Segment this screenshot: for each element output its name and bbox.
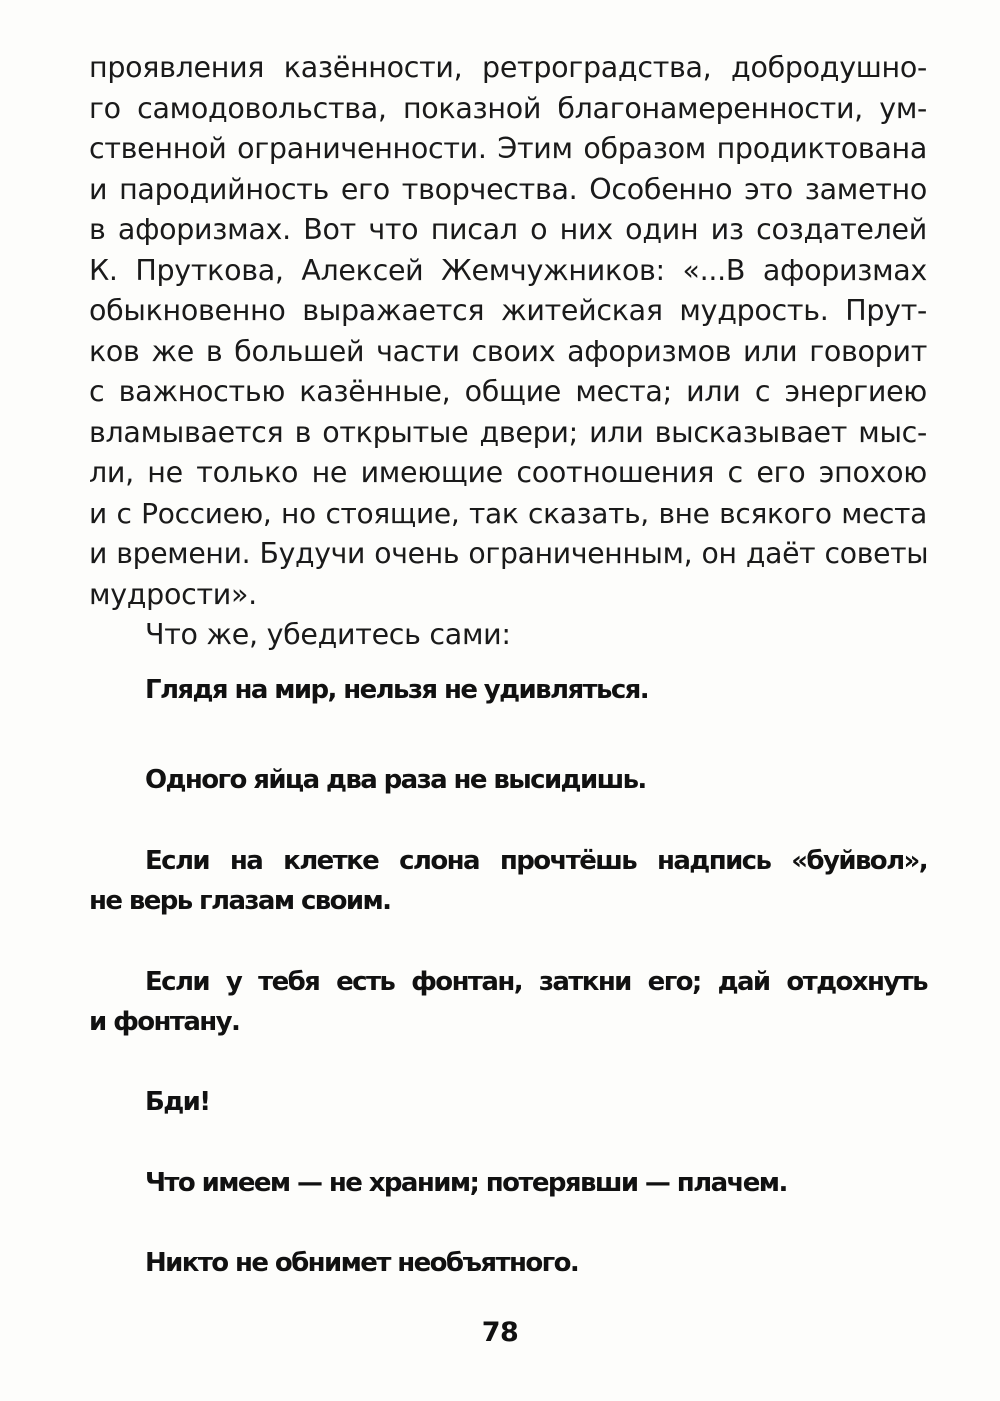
body-line: проявления казённости, ретроградства, добродушно- <box>89 51 927 84</box>
aphorism-text: Если на клетке слона прочтёшь надпись «буйвол», <box>145 846 927 876</box>
body-line: го самодовольства, показной благонамеренности, ум- <box>89 91 927 125</box>
body-line: ков же в большей части своих афоризмов или говорит <box>89 334 927 368</box>
aphorism <box>89 1243 927 1283</box>
aphorism-text: Одного яйца два раза не высидишь. <box>145 765 646 795</box>
aphorism <box>89 670 927 760</box>
aphorism-list <box>89 670 927 1283</box>
aphorism <box>89 1082 927 1163</box>
aphorism <box>89 841 927 962</box>
body-line: и времени. Будучи очень ограниченным, он даёт советы <box>89 537 929 570</box>
body-line: с важностью казённые, общие места; или с энергиею <box>89 375 927 408</box>
aphorism-text: Глядя на мир, нельзя не удивляться. <box>145 675 649 705</box>
aphorism-continuation: и фонтану. <box>89 1007 240 1037</box>
body-line: К. Пруткова, Алексей Жемчужников: «...В афоризмах <box>89 253 927 287</box>
body-line: и пародийность его творчества. Особенно это заметно <box>89 172 927 206</box>
aphorism-text: Бди! <box>145 1087 210 1117</box>
aphorism <box>89 962 927 1082</box>
aphorism-text: Что имеем — не храним; потерявши — плачем. <box>145 1168 787 1198</box>
body-line: в афоризмах. Вот что писал о них один из создателей <box>89 213 927 246</box>
page-number: 78 <box>481 1317 519 1348</box>
body-text <box>89 48 927 656</box>
body-line: обыкновенно выражается житейская мудрость. Прут- <box>89 294 927 327</box>
body-line: мудрости». <box>89 577 257 611</box>
aphorism-text: Никто не обнимет необъятного. <box>145 1248 579 1278</box>
aphorism <box>89 1163 927 1243</box>
body-line: ли, не только не имеющие соотношения с его эпохою <box>89 456 927 489</box>
body-line: ственной ограниченности. Этим образом продиктована <box>89 132 927 165</box>
body-line: вламывается в открытые двери; или высказывает мыс- <box>89 415 927 449</box>
aphorism-continuation: не верь глазам своим. <box>89 886 391 916</box>
aphorism-text: Если у тебя есть фонтан, заткни его; дай отдохнуть <box>145 967 927 997</box>
aphorism <box>89 760 927 841</box>
body-line: и с Россиею, но стоящие, так сказать, вне всякого места <box>89 496 927 530</box>
intro-line: Что же, убедитесь сами: <box>145 618 511 651</box>
